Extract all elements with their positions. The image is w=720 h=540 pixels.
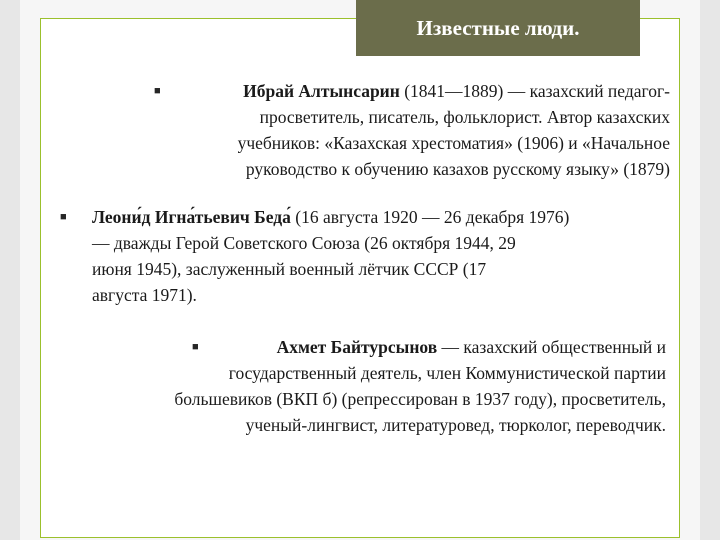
entry-line: руководство к обучению казахов русскому языку» (1879) [245,159,670,179]
square-bullet-icon: ■ [192,341,199,353]
entry-line: — дважды Герой Советского Союза (26 октября 1944, 29 [92,233,516,253]
entry-text: (16 августа 1920 — 26 декабря 1976) [290,207,570,227]
entry-text: (1841—1889) — казахский педагог- [399,81,670,101]
person-name: Ахмет Байтурсынов [276,337,438,357]
slide-title: Известные люди. [356,0,640,56]
entry-line [150,78,670,104]
entry-line: государственный деятель, член Коммунистической партии [228,363,666,383]
entry-text: — казахский общественный и [437,337,666,357]
person-name: Ибрай Алтынсарин [243,81,400,101]
person-name: Леони́д Игна́тьевич Беда́ [92,207,291,227]
square-bullet-icon: ■ [154,85,161,97]
left-background-band [0,0,20,540]
entry-line [92,204,652,230]
entry-line: большевиков (ВКП б) (репрессирован в 1937 году), просветитель, [174,389,666,409]
entry-line: просветитель, писатель, фольклорист. Автор казахских [259,107,670,127]
entry-altynsarin [150,78,670,182]
right-background-band [700,0,720,540]
entry-line: ученый-лингвист, литературовед, тюрколог, переводчик. [245,415,666,435]
entry-line [92,334,666,360]
entry-beda [92,204,652,308]
entry-line: августа 1971). [92,285,197,305]
entry-line: учебников: «Казахская хрестоматия» (1906) и «Начальное [237,133,670,153]
square-bullet-icon: ■ [60,211,67,223]
entry-baitursynov [92,334,666,438]
entry-line: июня 1945), заслуженный военный лётчик СССР (17 [92,259,487,279]
